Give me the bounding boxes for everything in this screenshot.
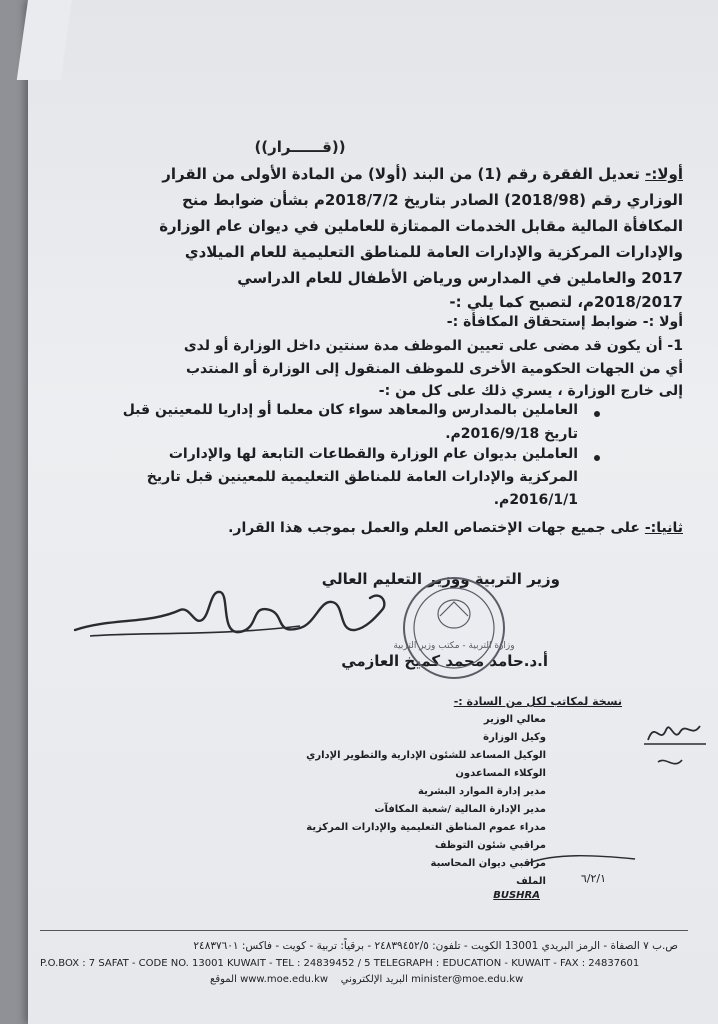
bullet-2-line-3: 2016/1/1م. <box>493 492 578 508</box>
bullet-marker <box>594 455 600 461</box>
handwritten-scribble <box>525 845 645 875</box>
bullet-1-line-2: تاريخ 2016/9/18م. <box>445 426 578 442</box>
article-one-line-4: والإدارات المركزية والإدارات العامة للمناطق التعليمية للعام الميلادي <box>184 243 683 261</box>
copy-item: مراقبي ديوان المحاسبة <box>430 858 546 869</box>
article-one-line-3: المكافأة المالية مقابل الخدمات الممتازة للعاملين في ديوان عام الوزارة <box>159 217 683 235</box>
article-one-line-1: أولا:- تعديل الفقرة رقم (1) من البند (أولا) من المادة الأولى من القرار <box>162 165 683 183</box>
section-heading: أولا :- ضوابط إستحقاق المكافأة :- <box>446 314 683 330</box>
decision-title: ((قــــــرار)) <box>254 138 346 156</box>
condition-line-2: أي من الجهات الحكومية الأخرى للموظف المنقول إلى الوزارة أو المنتدب <box>185 361 683 377</box>
condition-line-1: 1- أن يكون قد مضى على تعيين الموظف مدة سنتين داخل الوزارة أو لدى <box>183 338 683 354</box>
bullet-2-line-1: العاملين بديوان عام الوزارة والقطاعات التابعة لها والإدارات <box>168 446 578 462</box>
footer-rule <box>40 930 688 931</box>
footer-web-line <box>210 974 718 985</box>
article-two-label: ثانيا:- <box>644 520 683 536</box>
article-two: ثانيا:- على جميع جهات الإختصاص العلم والعمل بموجب هذا القرار. <box>228 520 683 536</box>
footer-email-link[interactable]: minister@moe.edu.kw <box>411 974 524 985</box>
minister-signature <box>70 580 390 660</box>
article-one-line-5: 2017 والعاملين في المدارس ورياض الأطفال للعام الدراسي <box>237 269 683 287</box>
condition-line-3: إلى خارج الوزارة ، يسري ذلك على كل من :- <box>378 383 683 399</box>
footer-website-link[interactable]: www.moe.edu.kw <box>240 974 329 985</box>
copy-item: وكيل الوزارة <box>483 732 546 743</box>
article-one-line-2: الوزاري رقم (2018/98) الصادر بتاريخ 2018/7/2م بشأن ضوابط منح <box>181 191 683 209</box>
typist-initials: BUSHRA <box>493 890 540 901</box>
footer-web-label: الموقع <box>210 974 237 985</box>
copy-item: مدير إدارة الموارد البشرية <box>418 786 546 797</box>
bullet-marker <box>594 411 600 417</box>
minister-name: أ.د.حامد محمد كميخ العازمي <box>341 652 548 670</box>
copy-item: مدراء عموم المناطق التعليمية والإدارات المركزية <box>306 822 546 833</box>
handwritten-note: ٦/٢/١ <box>580 872 606 885</box>
ministry-stamp <box>393 572 515 684</box>
stamp-text: وزارة التربية - مكتب وزير التربية <box>393 641 515 651</box>
article-one-label: أولا:- <box>645 165 683 183</box>
copy-item: مدير الإدارة المالية /شعبة المكافآت <box>374 804 546 815</box>
copy-item: الوكلاء المساعدون <box>455 768 546 779</box>
footer-email-label: البريد الإلكتروني <box>340 974 408 985</box>
copy-item: الملف <box>516 876 546 887</box>
copy-item: الوكيل المساعد للشئون الإدارية والتطوير الإداري <box>306 750 546 761</box>
article-one-line-6: 2018/2017م، لتصبح كما يلي :- <box>449 293 683 311</box>
handwritten-initials <box>640 700 710 780</box>
minister-role: وزير التربية ووزير التعليم العالي <box>321 570 560 588</box>
copies-heading: نسخة لمكاتب لكل من السادة :- <box>453 695 622 708</box>
copy-item: معالي الوزير <box>483 714 546 725</box>
footer-arabic: ص.ب ٧ الصفاة - الرمز البريدي 13001 الكويت - تلفون: ٢٤٨٣٩٤٥٢/٥ - برقياً: تربية - كويت - فاكس: ٢٤٨٣٧٦٠١ <box>193 940 678 952</box>
copy-item: مراقبي شئون التوظف <box>434 840 546 851</box>
footer-english: P.O.BOX : 7 SAFAT - CODE NO. 13001 KUWAIT - TEL : 24839452 / 5 TELEGRAPH : EDUCATION - KUWAIT - FAX : 24837601 <box>40 958 640 969</box>
bullet-1-line-1: العاملين بالمدارس والمعاهد سواء كان معلما أو إداريا للمعينين قبل <box>122 402 578 418</box>
bullet-2-line-2: المركزية والإدارات العامة للمناطق التعليمية للمعينين قبل تاريخ <box>146 469 578 485</box>
paper-fold <box>17 0 72 80</box>
